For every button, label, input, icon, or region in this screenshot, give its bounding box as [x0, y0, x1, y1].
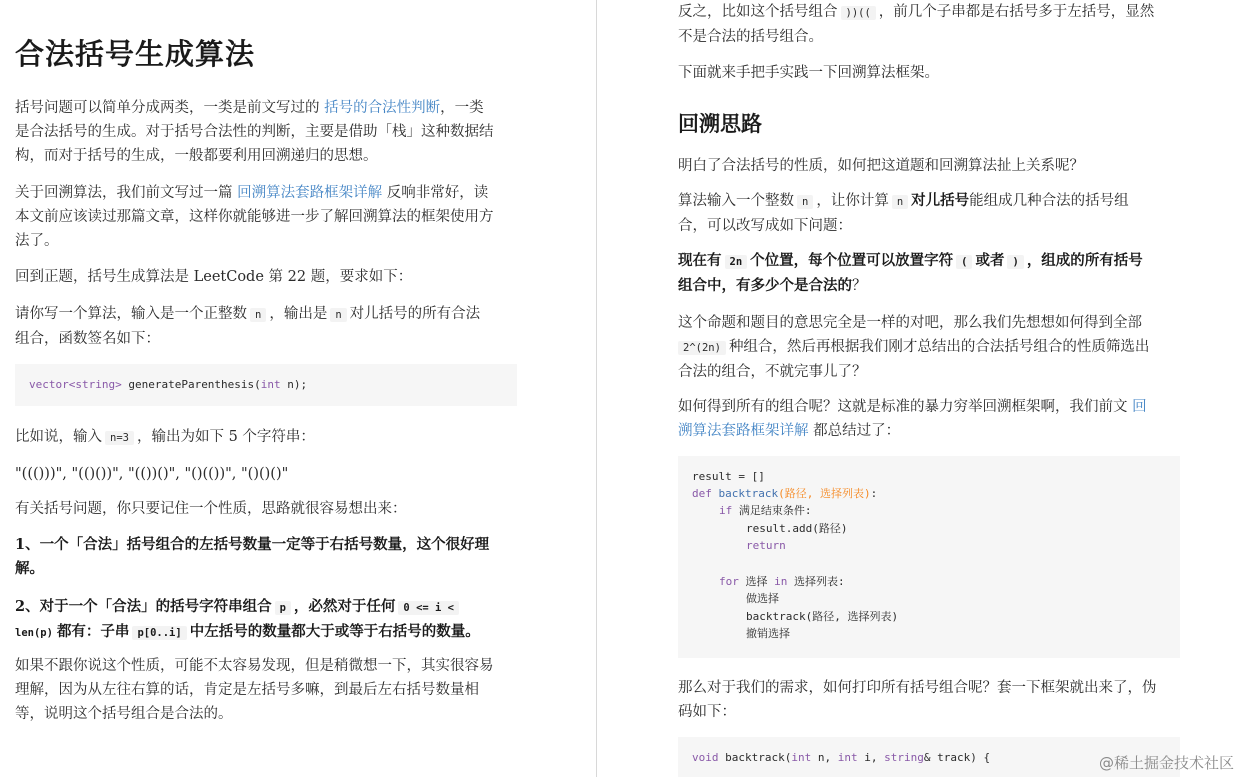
- paragraph-problem-statement: 请你写一个算法，输入是一个正整数 n ，输出是 n 对儿括号的所有合法 组合，函数签名如下：: [15, 306, 481, 347]
- paragraph-relation: 明白了合法括号的性质，如何把这道题和回溯算法扯上关系呢？: [678, 158, 1084, 174]
- code-line: if 满足结束条件:: [719, 504, 812, 517]
- paragraph-practice: 下面就来手把手实践一下回溯算法框架。: [678, 65, 939, 81]
- example-output: "((()))", "(()())", "(())()", "()(())", "()()()": [15, 466, 289, 482]
- section-title-backtrack: 回溯思路: [678, 111, 762, 136]
- code-line: return: [746, 539, 786, 552]
- code-line: result.add(路径): [746, 522, 848, 535]
- paragraph-backtrack-ref: 关于回溯算法，我们前文写过一篇 回溯算法套路框架详解 反响非常好，读 本文前应该读过那篇文章，这样你就能够进一步了解回溯算法的框架使用方 法了。: [15, 185, 494, 249]
- property-one: 1、一个「合法」括号组合的左括号数量一定等于右括号数量，这个很好理 解。: [15, 536, 490, 577]
- link-backtrack-framework-a[interactable]: 回: [1132, 399, 1147, 415]
- paragraph-problem-restated: 现在有 2n 个位置，每个位置可以放置字符 ( 或者 ) ，组成的所有括号 组合中，有多少个是合法的？: [678, 252, 1143, 294]
- article-title: 合法括号生成算法: [15, 37, 256, 71]
- link-bracket-validity[interactable]: 括号的合法性判断: [324, 100, 441, 116]
- code-line: void backtrack(int n, int i, string& track) {: [692, 751, 991, 764]
- paragraph-pseudocode-intro: 那么对于我们的需求，如何打印所有括号组合呢？套一下框架就出来了，伪 码如下：: [678, 680, 1157, 720]
- paragraph-enumeration: 这个命题和题目的意思完全是一样的对吧，那么我们先想想如何得到全部 2^(2n) 种组合，然后再根据我们刚才总结出的合法括号组合的性质筛选出 合法的组合，不就完事儿了？: [678, 315, 1150, 380]
- code-line: def backtrack(路径, 选择列表):: [692, 487, 878, 500]
- right-page: [598, 0, 1240, 777]
- paragraph-counter-example: 反之，比如这个括号组合 ))(( ，前几个子串都是右括号多于左括号，显然 不是合法的括号组合。: [678, 4, 1155, 45]
- code-block-backtrack-template: [678, 456, 1180, 658]
- paragraph-rewrite: 算法输入一个整数 n ，让你计算 n 对儿括号能组成几种合法的括号组 合，可以改写成如下问题：: [678, 192, 1129, 234]
- property-two: 2、对于一个「合法」的括号字符串组合 p ，必然对于任何 0 <= i < len(p) 都有：子串 p[0..i] 中左括号的数量都大于或等于右括号的数量。: [15, 598, 480, 640]
- paragraph-problem-intro: 回到正题，括号生成算法是 LeetCode 第 22 题，要求如下：: [15, 269, 413, 285]
- watermark: @稀土掘金技术社区: [1098, 754, 1234, 772]
- paragraph-property-explanation: 如果不跟你说这个性质，可能不太容易发现，但是稍微想一下，其实很容易 理解，因为从左往右算的话，肯定是左括号多嘛，到最后左右括号数量相 等，说明这个括号组合是合法的。: [15, 658, 494, 722]
- code-line: 撤销选择: [746, 627, 790, 640]
- page-divider: [596, 0, 597, 777]
- code-line: backtrack(路径, 选择列表): [746, 610, 899, 623]
- code-block-signature: vector<string> generateParenthesis(int n);: [15, 364, 517, 406]
- code-line: 做选择: [746, 592, 779, 605]
- left-page: [0, 0, 596, 777]
- paragraph-example: 比如说，输入 n=3 ，输出为如下 5 个字符串：: [15, 429, 315, 445]
- link-backtrack-framework[interactable]: 回溯算法套路框架详解: [237, 185, 383, 201]
- code-line: result = []: [692, 470, 765, 483]
- paragraph-intro: 括号问题可以简单分成两类，一类是前文写过的 括号的合法性判断，一类 是合法括号的生成。对于括号合法性的判断，主要是借助「栈」这种数据结 构，而对于括号的生成，一般都要利用回溯递归的思想。: [15, 100, 494, 164]
- paragraph-framework-ref: 如何得到所有的组合呢？这就是标准的暴力穷举回溯框架啊，我们前文 回 溯算法套路框架详解 都总结过了：: [678, 399, 1147, 439]
- code-line: for 选择 in 选择列表:: [719, 575, 845, 588]
- link-backtrack-framework-b[interactable]: 溯算法套路框架详解: [678, 423, 809, 439]
- paragraph-property-intro: 有关括号问题，你只要记住一个性质，思路就很容易想出来：: [15, 501, 407, 517]
